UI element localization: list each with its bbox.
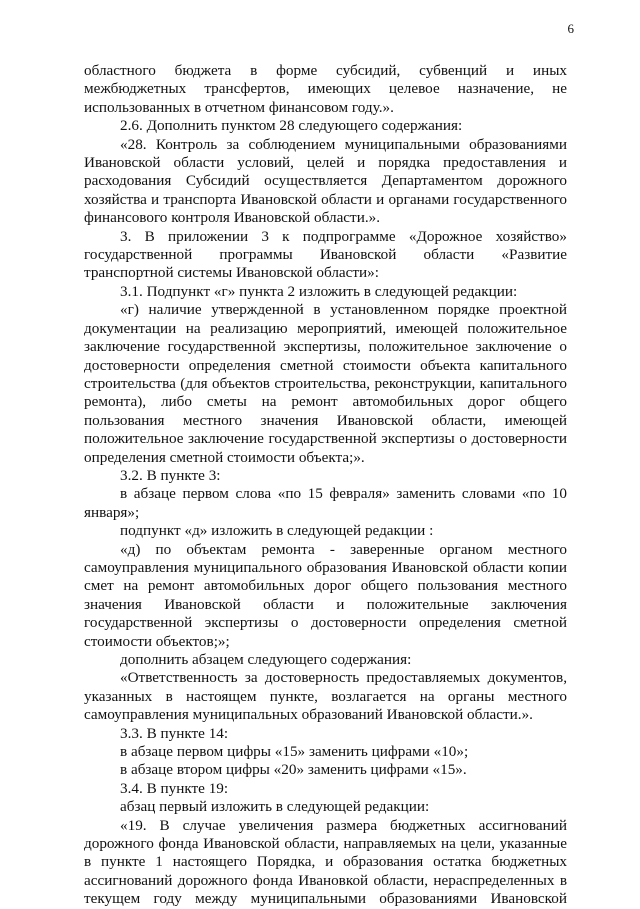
paragraph: в абзаце втором цифры «20» заменить цифрами «15». [120, 761, 467, 779]
paragraph: абзац первый изложить в следующей редакции: [120, 798, 430, 816]
paragraph: «Ответственность за достоверность предоставляемых документов, указанных в настоящем пункте, возлагается на органы местного самоуправления муниципальных образований Ивановской области.». [84, 669, 567, 724]
paragraph: 3.1. Подпункт «г» пункта 2 изложить в следующей редакции: [120, 282, 518, 300]
paragraph: 2.6. Дополнить пунктом 28 следующего содержания: [120, 117, 463, 135]
paragraph: в абзаце первом слова «по 15 февраля» заменить словами «по 10 января»; [84, 485, 567, 521]
paragraph: 3.3. В пункте 14: [120, 724, 229, 742]
paragraph: 3.2. В пункте 3: [120, 466, 221, 484]
paragraph: «28. Контроль за соблюдением муниципальными образованиями Ивановской области условий, целей и порядка предоставления и расходования Субсидий осуществляется Департаментом дорожного хозяйства и транспорта Ивановской области и органами государственного финансового контроля Ивановской области.». [84, 135, 567, 227]
paragraph: областного бюджета в форме субсидий, субвенций и иных межбюджетных трансфертов, имеющих целевое назначение, не использованных в отчетном финансовом году.». [84, 62, 567, 116]
document-body [84, 62, 567, 909]
paragraph: 3. В приложении 3 к подпрограмме «Дорожное хозяйство» государственной программы Ивановской области «Развитие транспортной системы Ивановской области»: [84, 227, 567, 282]
paragraph: «д) по объектам ремонта - заверенные органом местного самоуправления муниципального образования Ивановской области копии смет на ремонт автомобильных дорог общего пользования местного значения Ивановской области и положительные заключения государственной экспертизы о достоверности определения сметной стоимости объектов;»; [84, 540, 567, 650]
paragraph: подпункт «д» изложить в следующей редакции : [120, 522, 434, 540]
paragraph: 3.4. В пункте 19: [120, 779, 229, 797]
paragraph: в абзаце первом цифры «15» заменить цифрами «10»; [120, 743, 469, 761]
page-number: 6 [567, 21, 574, 36]
paragraph: «19. В случае увеличения размера бюджетных ассигнований дорожного фонда Ивановской области, направляемых на цели, указанные в пункте 1 настоящего Порядка, и образования остатка бюджетных ассигнований дорожного фонда Ивановкой области, нераспределенных в текущем году между муниципальными образованиями Ивановской [84, 816, 567, 908]
paragraph: «г) наличие утвержденной в установленном порядке проектной документации на реализацию мероприятий, имеющей положительное заключение государственной экспертизы, положительное заключение о достоверности определения сметной стоимости объекта капитального строительства (для объектов строительства, реконструкции, капитального ремонта), либо сметы на ремонт автомобильных дорог общего пользования местного значения Ивановской области, имеющей положительное заключение государственной экспертизы о достоверности определения сметной стоимости объекта;». [84, 301, 567, 466]
paragraph: дополнить абзацем следующего содержания: [120, 651, 412, 668]
